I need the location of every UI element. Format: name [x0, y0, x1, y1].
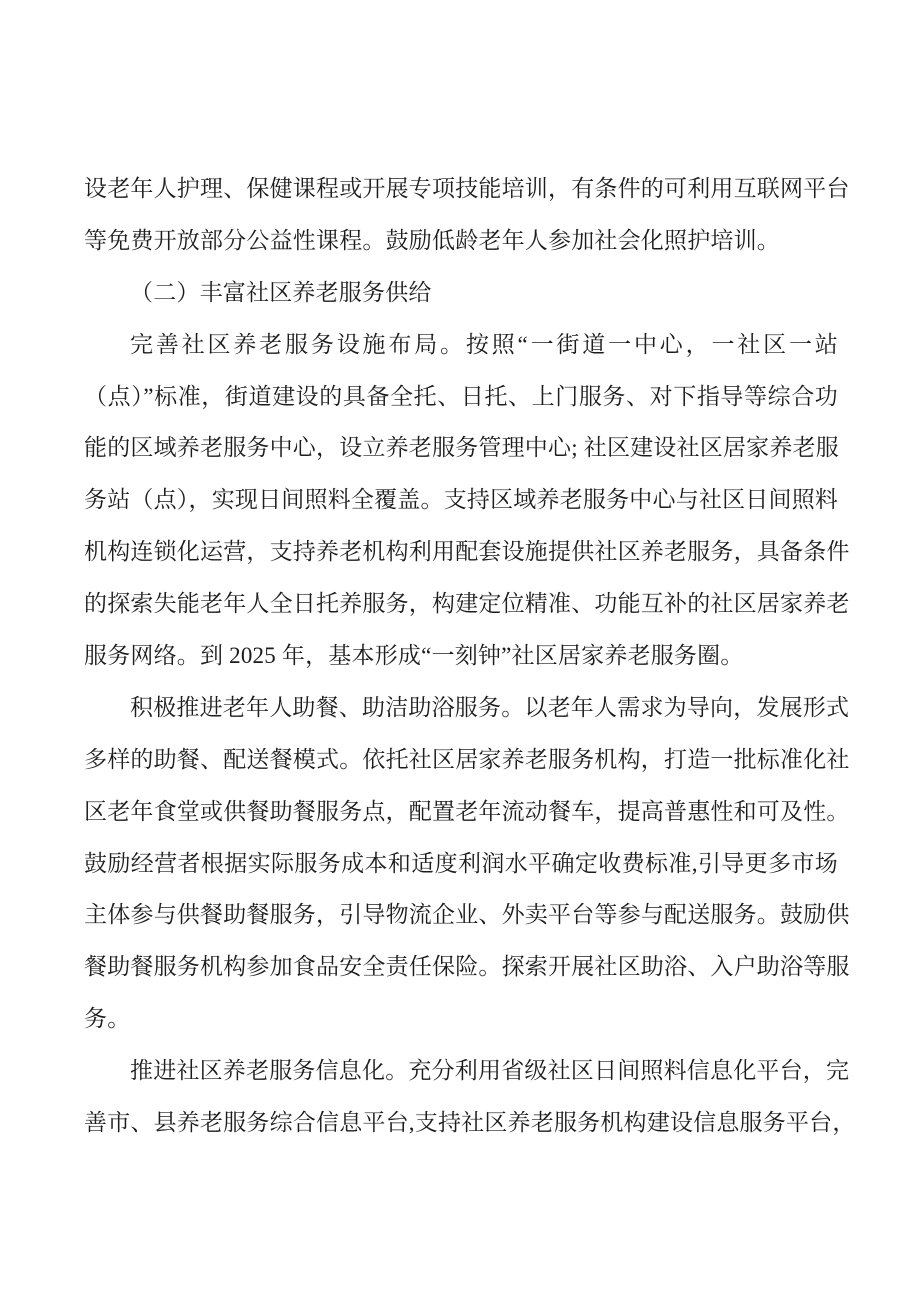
text-line: 完善社区养老服务设施布局。按照“一街道一中心，一社区一站 — [130, 331, 838, 357]
document-body — [84, 163, 856, 1149]
text-line: 善市、县养老服务综合信息平台,支持社区养老服务机构建设信息服务平台， — [84, 1110, 856, 1136]
text-line: 主体参与供餐助餐服务，引导物流企业、外卖平台等参与配送服务。鼓励供 — [84, 902, 850, 928]
text-line: 务。 — [84, 1006, 131, 1032]
text-line: 能的区域养老服务中心，设立养老服务管理中心; 社区建设社区居家养老服 — [84, 435, 839, 461]
text-line: 积极推进老年人助餐、助洁助浴服务。以老年人需求为导向，发展形式 — [130, 694, 850, 720]
text-line: 设老年人护理、保健课程或开展专项技能培训，有条件的可利用互联网平台 — [84, 176, 850, 201]
text-line: 餐助餐服务机构参加食品安全责任保险。探索开展社区助浴、入户助浴等服 — [84, 954, 850, 980]
text-line: 等免费开放部分公益性课程。鼓励低龄老年人参加社会化照护培训。 — [84, 227, 780, 253]
text-line: 推进社区养老服务信息化。充分利用省级社区日间照料信息化平台，完 — [130, 1058, 850, 1084]
text-line: 务站（点），实现日间照料全覆盖。支持区域养老服务中心与社区日间照料 — [84, 487, 839, 513]
text-line: 机构连锁化运营，支持养老机构利用配套设施提供社区养老服务，具备条件 — [84, 539, 850, 565]
section-heading: （二）丰富社区养老服务供给 — [130, 279, 432, 305]
text-line: 的探索失能老年人全日托养服务，构建定位精准、功能互补的社区居家养老 — [84, 591, 850, 617]
text-line: 鼓励经营者根据实际服务成本和适度利润水平确定收费标准,引导更多市场 — [84, 850, 838, 876]
text-line: （点）”标准，街道建设的具备全托、日托、上门服务、对下指导等综合功 — [84, 383, 838, 409]
text-line: 多样的助餐、配送餐模式。依托社区居家养老服务机构，打造一批标准化社 — [84, 746, 850, 772]
text-line: 服务网络。到 2025 年，基本形成“一刻钟”社区居家养老服务圈。 — [84, 643, 744, 669]
text-line: 区老年食堂或供餐助餐服务点，配置老年流动餐车，提高普惠性和可及性。 — [84, 798, 850, 824]
